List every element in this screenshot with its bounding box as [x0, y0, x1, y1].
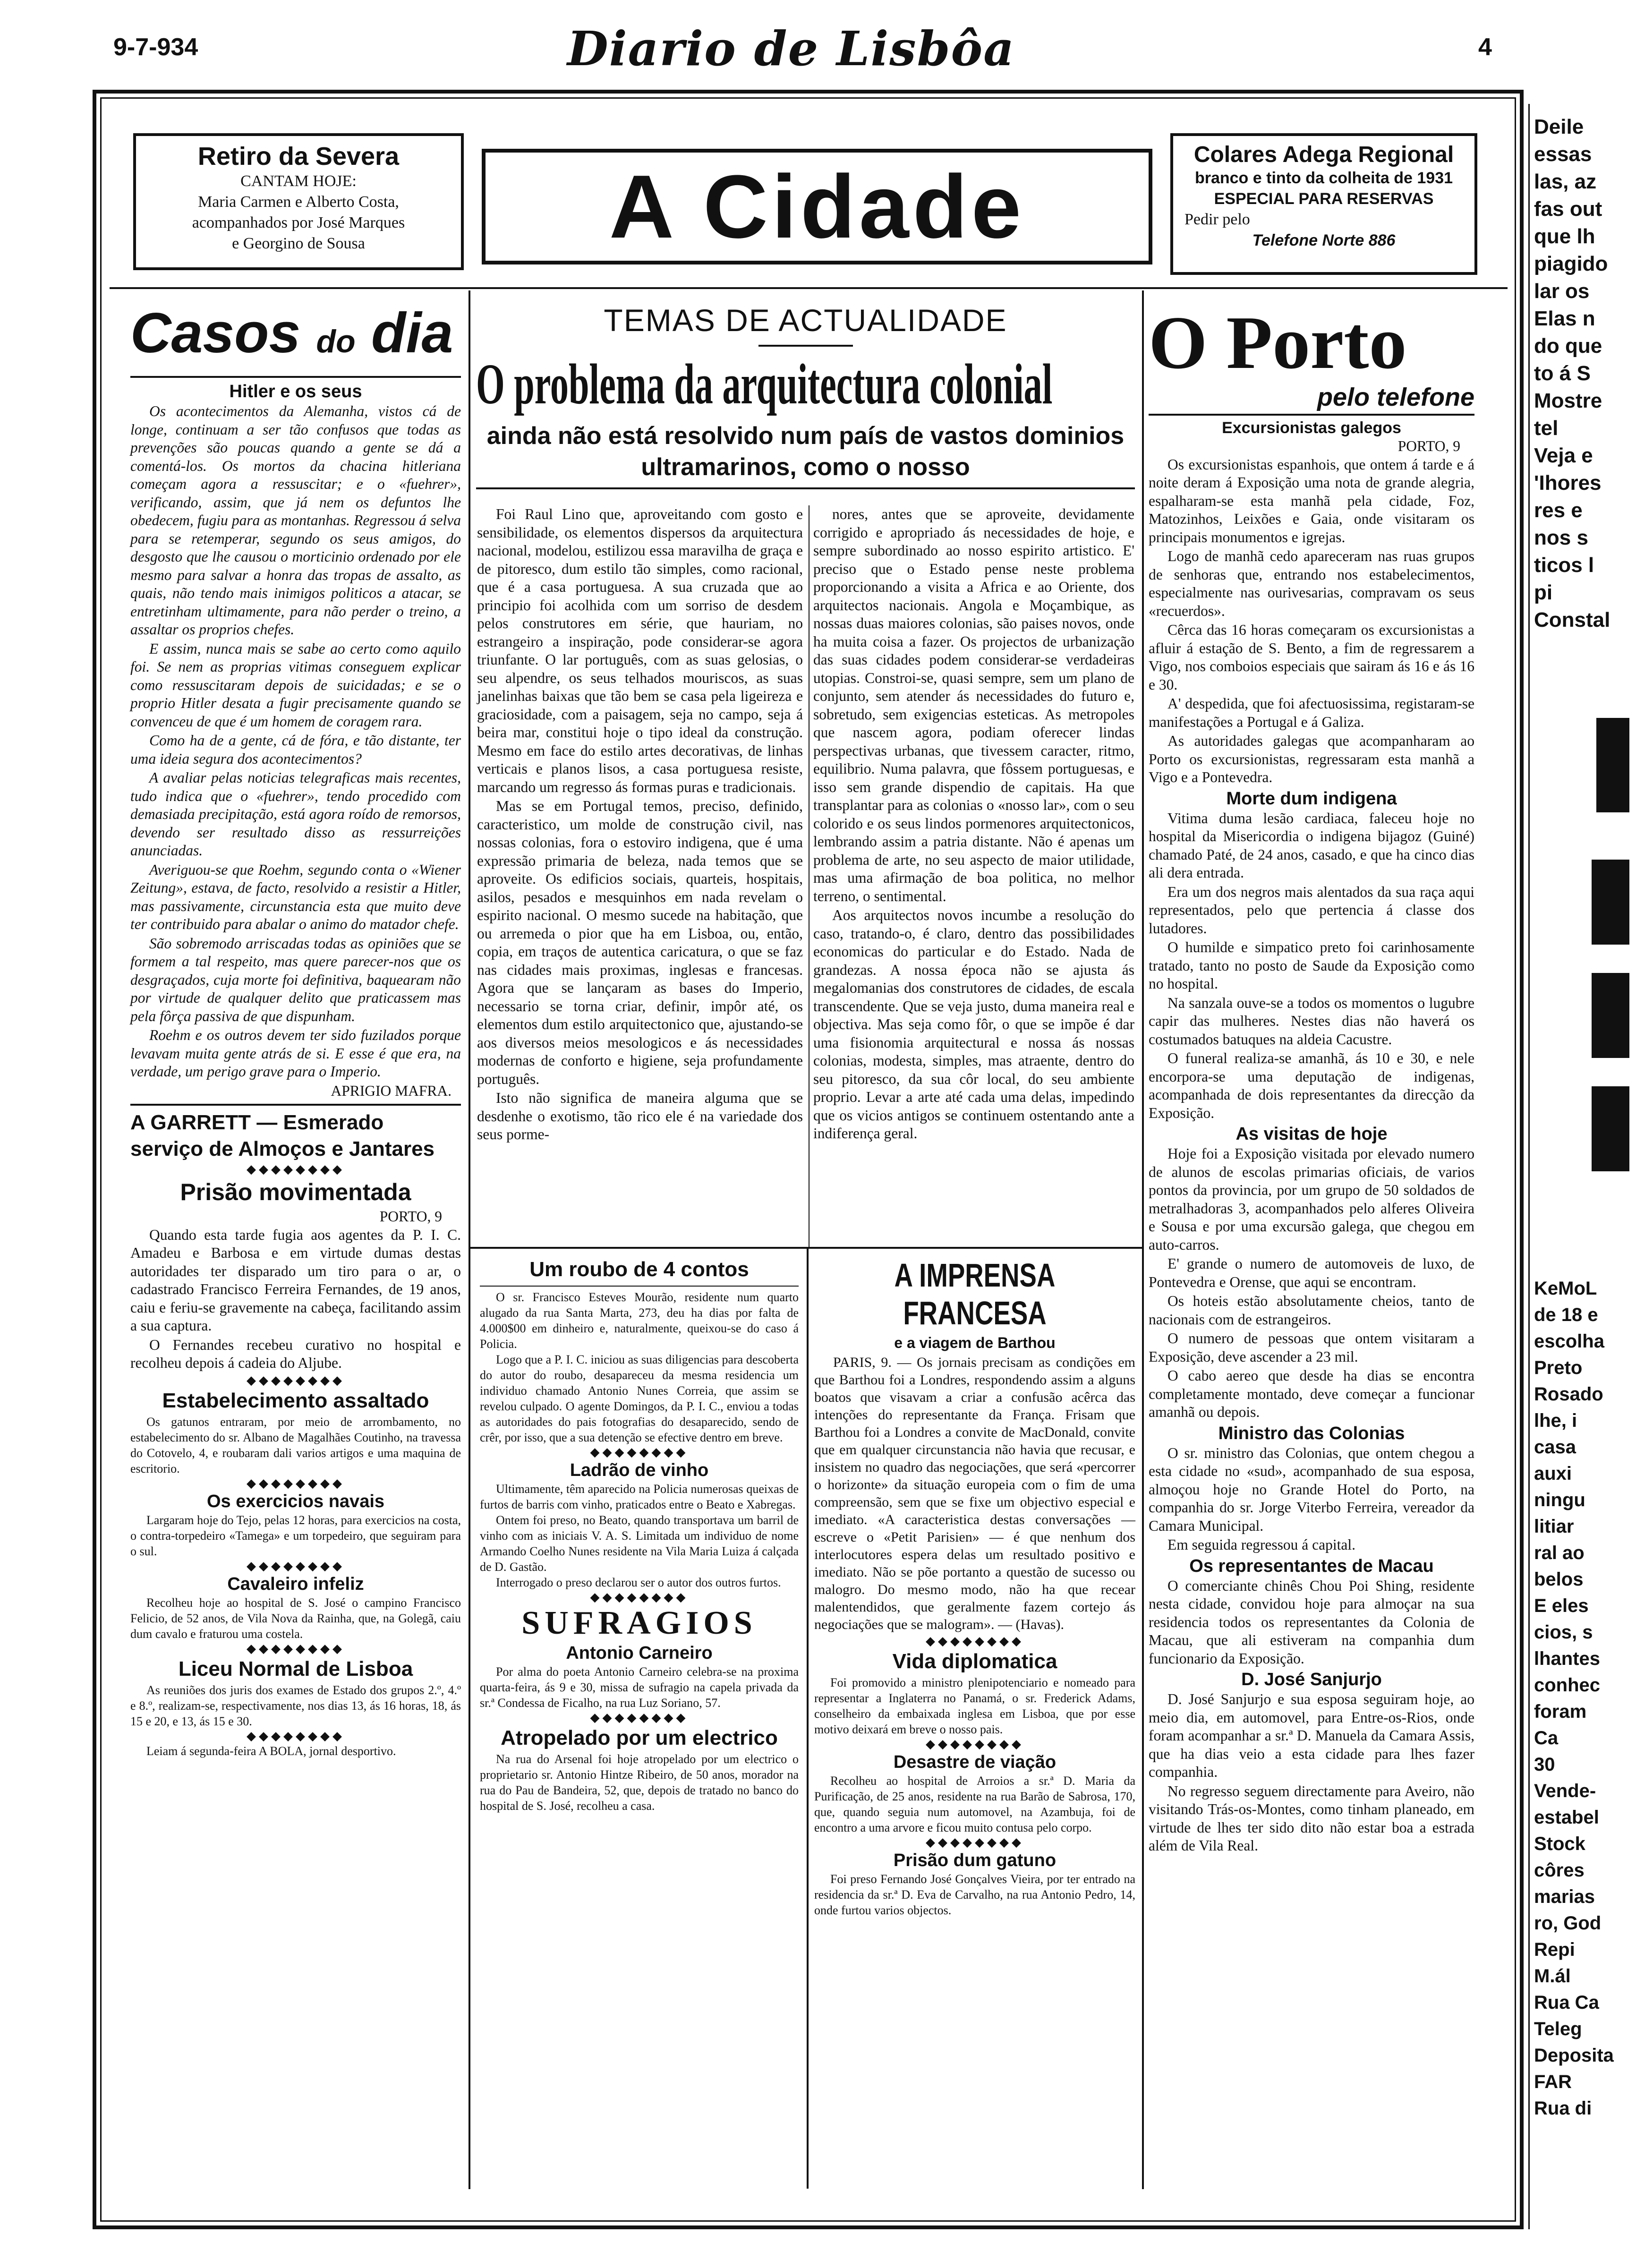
- issue-date: 9-7-934: [113, 34, 198, 61]
- page-number: 4: [1478, 34, 1492, 61]
- adjacent-graphic: [1592, 1086, 1629, 1171]
- temas-deck: ainda não está resolvido num país de vastos dominios ultramarinos, como o nosso: [486, 422, 1125, 481]
- temas-kicker: TEMAS DE ACTUALIDADE: [604, 303, 1007, 338]
- navais-body: Largaram hoje do Tejo, pelas 12 horas, para exercicios na costa, o contra-torpedeiro «Tamega» e um torpedeiro, que seguiram para o sul.: [130, 1513, 461, 1558]
- atropelado-body: Na rua do Arsenal foi hoje atropelado por um electrico o proprietario sr. Antonio Hintze Ribeiro, de 50 anos, morador na rua do Pau de Bandeira, 52, que, depois de tratado no banco do hospital de S. José, recolheu a casa.: [480, 1752, 799, 1813]
- vida-title: Vida diplomatica: [892, 1650, 1057, 1673]
- casos-signature: APRIGIO MAFRA.: [331, 1082, 452, 1099]
- colares-phone: Telefone Norte 886: [1252, 231, 1396, 249]
- garrett-ad: A GARRETT — Esmerado serviço de Almoços e Jantares: [130, 1111, 435, 1160]
- imprensa-sub: e a viagem de Barthou: [894, 1334, 1056, 1351]
- sufragios-sub: Antonio Carneiro: [566, 1643, 713, 1663]
- column-divider: [1142, 290, 1144, 2189]
- visitas-body: Hoje foi a Exposição visitada por elevado numero de alunos de escolas primarias oficiais, de varios pontos da provincia, por um grupo de 50 soldados de metralhadoras 3, acompanhados pelo alferes Oliveira e Sousa e por uma excursão galega, que chegou em auto-carros. E' grande o numero de automoveis de luxo, de Pontevedra e Orense, que aqui se encontram. Os hoteis estão absolutamente cheios, tanto de nacionais com de estrangeiros. O numero de pessoas que ontem visitaram a Exposição, deve ascender a 23 mil. O cabo aereo que desde ha dias se encontra completamente montado, deve começar a funcionar amanhã ou depois.: [1149, 1145, 1474, 1420]
- adjacent-page-bottom: KeMoL de 18 e escolha Preto Rosado lhe, i casa auxi ningu litiar ral ao belos E eles cios, s lhantes conhec foram Ca 30 Vende- estabel Stock côres marias ro, God Repi M.ál Rua Ca Teleg Deposita FAR Rua di: [1534, 1278, 1614, 2119]
- imprensa-body: PARIS, 9. — Os jornais precisam as condições em que Barthou foi a Londres, respondendo assim a alguns boatos que visavam a criar a confusão acêrca das intenções do representante da França. Frisam que Barthou foi a Londres a convite de MacDonald, convite que em qualquer circunstancia não havia que recusar, e insistem no quadro das negociações, que será «percorrer o horizonte» da situação europeia com o fim de uma compreensão, sem que se fixe um objectivo especial e imediato. «A caracteristica destas conversações — escreve o «Petit Parisien» — é que nenhum dos interlocutores espera delas um resultado positivo e imediato. Não se põe portanto a questão de sucesso ou malogro. Do mesmo modo, não ha que recear malentendidos, que geralmente fazem cortejo ás negociações que se malogram». — (Havas).: [814, 1355, 1135, 1632]
- section-title: A Cidade: [482, 149, 1152, 264]
- retiro-line: Maria Carmen e Alberto Costa,: [198, 193, 399, 211]
- desastre-title: Desastre de viação: [893, 1752, 1057, 1772]
- sanjurjo-body: D. José Sanjurjo e sua esposa seguiram hoje, ao meio dia, em automovel, para Entre-os-Rios, onde foram acompanhar a sr.ª D. Manuela da Camara Assis, que ha dias veio a esta cidade para lhes fazer companhia. No regresso seguem directamente para Aveiro, não visitando Trás-os-Montes, como tinham planeado, em virtude de lhes ter sido dito não estar boa a estrada além de Vila Real.: [1149, 1691, 1474, 1854]
- temas-col-2: nores, antes que se aproveite, devidamente corrigido e apropriado ás necessidades de hoje, e sempre subordinado ao nosso espirito artistico. E' preciso que o Estado pense neste problema proporcionando a visita a Africa e ao Oriente, dos arquitectos nacionais. Angola e Moçambique, as nossas duas maiores colonias, são paises novos, onde ha muita coisa a fazer. Os projectos de urbanização das suas cidades podem considerar-se verdadeiras utopias. Constroi-se, quasi sempre, sem um plano de conjunto, sem atender ás necessidades do futuro e, sobretudo, sem exigencias esteticas. As metropoles que nascem agora, podiam oferecer lindas perspectivas urbanas, que tivessem caracter, ritmo, equilibrio. Numa palavra, que fôssem portuguesas, e isso sem grande dispendio de capitais. Ha que transplantar para as colonias o «nosso lar», com o seu colorido e os seus lindos pormenores arquitectonicos, lembrando assim a patria distante. Não é apenas um problema de arte, no seu aspecto de maior utilidade, mas uma afirmação de boa politica, no melhor terreno, o sentimental. Aos arquitectos novos incumbe a resolução do caso, tratando-o, é claro, dentro das possibilidades economicas do particular e do Estado. Nada de grandezas. A nossa época não se ajusta ás megalomanias dos construtores de cidades, de escala transcendente. Que se veja justo, duma maneira real e objectiva. Mas seja como fôr, o que se impõe é dar uma fisionomia arquitectural e nossa ás nossas colonias, modesta, simples, mas atraente, dentro do seu pitoresco, da sua côr local, do seu ambiente proprio. Levar a arte até cada uma delas, impedindo que os vicios antigos se continuem ostentando ante a indiferença geral.: [813, 506, 1134, 1142]
- vida-body: Foi promovido a ministro plenipotenciario e nomeado para representar a Inglaterra no Panamá, o sr. Frederick Adams, conselheiro da embaixada inglesa em Lisboa, que por esse motivo deixará em breve o nosso pais.: [814, 1676, 1135, 1736]
- retiro-title: Retiro da Severa: [197, 142, 400, 171]
- retiro-line: e Georgino de Sousa: [232, 235, 365, 252]
- retiro-ad: [133, 133, 464, 270]
- sufragios-body: Por alma do poeta Antonio Carneiro celebra-se na proxima quarta-feira, ás 9 e 30, missa de sufragio na capela privada da sr.ª Condessa de Ficalho, na rua Luz Soriano, 57.: [480, 1665, 799, 1710]
- casos-body: Os acontecimentos da Alemanha, vistos cá de longe, continuam a ser tão confusos que todas as prevenções são poucas quando a gente se dá a comentá-los. Os mortos da chacina hitleriana começam agora a ressuscitar; e o «fuehrer», verificando, assim, que já nem os defuntos lhe obedecem, fugiu para as montanhas. Regressou á selva para se retemperar, segundo os seus amigos, do desgosto que lhe causou o morticinio ordenado por ele mesmo para salvar a honra das tropas de assalto, as quais, não tendo mais inimigos politicos a atacar, se entretinham ultimamente, para não perder o treino, a assaltar os proprios chefes. E assim, nunca mais se sabe ao certo como aquilo foi. Se nem as proprias vitimas conseguem explicar como ressuscitaram depois de suicidadas; e se o proprio Hitler desata a fugir precisamente quando se convenceu de que é um homem de coragem rara. Como ha de a gente, cá de fóra, e tão distante, ter uma ideia segura dos acontecimentos? A avaliar pelas noticias telegraficas mais recentes, tudo indica que o «fuehrer», tendo procedido com demasiada precipitação, está agora roído de remorsos, devendo ser resultado disso as ressurreições anunciadas. Averiguou-se que Roehm, segundo conta o «Wiener Zeitung», estava, de facto, resolvido a resistir a Hitler, mas passivamente, circunstancia esta que muito deve ter contribuido para abalar o animo do matador chefe. São sobremodo arriscadas todas as opiniões que se formem a tal respeito, mas quere parecer-nos que os desgraçados, cuja morte foi definitiva, baquearam não por virtude de qualquer delito que praticassem mas pela fôrça passiva de que dispunham. Roehm e os outros devem ter sido fuzilados porque levavam muita gente atrás de si. E esse é que era, na verdade, um perigo grave para o Imperio.: [130, 403, 461, 1080]
- navais-title: Os exercicios navais: [206, 1491, 385, 1511]
- exc-body: Os excursionistas espanhois, que ontem á tarde e á noite deram á Exposição uma nota de grande alegria, espalharam-se esta manhã pela cidade, Foz, Matozinhos, Leixões e Gaia, onde visitaram os principais monumentos e igrejas. Logo de manhã cedo apareceram nas ruas grupos de senhoras que, entrando nos estabelecimentos, especialmente nas ourivesarias, compravam os seus «recuerdos». Cêrca das 16 horas começaram os excursionistas a afluir á estação de S. Bento, a fim de regressarem a Vigo, nos comboios especiais que sairam ás 16 e ás 16 e 30. A' despedida, que foi afectuosissima, registaram-se manifestações a Portugal e á Galiza. As autoridades galegas que acompanharam ao Porto os excursionistas, regressaram esta manhã a Vigo e a Pontevedra.: [1149, 456, 1474, 785]
- estab-title: Estabelecimento assaltado: [162, 1389, 429, 1412]
- visitas-title: As visitas de hoje: [1236, 1124, 1388, 1144]
- adjacent-graphic: [1596, 718, 1629, 812]
- column-divider: [469, 290, 470, 2189]
- morte-body: Vitima duma lesão cardiaca, faleceu hoje no hospital da Misericordia o indigena bijagoz (Guiné) chamado Paté, de 24 anos, casado, e que ha cinco dias ali dera entrada. Era um dos negros mais alentados da sua raça aqui representados, pelo que pertencia á classe dos lutadores. O humilde e simpatico preto foi carinhosamente tratado, tanto no posto de Saude da Exposição como no hospital. Na sanzala ouve-se a todos os momentos o lugubre capir das mulheres. Nestes dias não haverá os costumados batuques na aldeia Cacustre. O funeral realiza-se amanhã, ás 10 e 30, e nele encorpora-se uma deputação de indigenas, acompanhada de dois representantes da direcção da Exposição.: [1149, 810, 1474, 1121]
- colares-ad: [1170, 133, 1477, 275]
- cavaleiro-title: Cavaleiro infeliz: [227, 1574, 364, 1594]
- ladrao-title: Ladrão de vinho: [570, 1460, 709, 1480]
- temas-col-1: Foi Raul Lino que, aproveitando com gosto e sensibilidade, os elementos dispersos da arquitectura nacional, modelou, estilizou essa maravilha de graça e de pitoresco, dum estilo tão simples, como racional, que é a casa portuguesa. A sua cruzada que ao principio foi acolhida com um sorriso de desdem pelos construtores em série, que hauriam, no estrangeiro a inspiração, pode considerar-se agora triunfante. O lar português, com as suas gelosias, o seu alpendre, os seus telhados mouriscos, as suas janelinhas baixas que tão bem se casa pela ligeireza e graciosidade, com a paisagem, seja no campo, seja á beira mar, constitui hoje o tipo ideal da construção. Mesmo em face do estilo artes decorativas, de linhas verticais e planos lisos, a casa portuguesa resiste, marcando um regresso ás formas puras e tradicionais. Mas se em Portugal temos, preciso, definido, caracteristico, um molde de construção civil, nas nossas colonias, fora o estoviro indigena, que é uma expressão primaria de beleza, nada temos que se aproveite. Os edificios sociais, quarteis, hospitais, asilos, pesados e mesquinhos em nada revelam o espirito nacional. O mesmo sucede na habitação, que ou arremeda o pior que ha em Lisboa, ou, então, copia, em traços de autentica caricatura, o que se faz nas cidades mais proximas, inglesas e francesas. Agora que se lançaram as bases do Imperio, necessario se torna criar, definir, impôr até, os elementos dum estilo arquitectonico que, ajustando-se aos diversos meios mesologicos e ás necessidades modernas de conforto e higiene, seja profundamente português. Isto não significa de maneira alguma que se desdenhe o exotismo, tão rico ele é na variedade dos seus porme-: [477, 506, 803, 1143]
- atropelado-title: Atropelado por um electrico: [501, 1726, 778, 1749]
- porto-dateline: PORTO, 9: [1397, 438, 1460, 454]
- macau-body: O comerciante chinês Chou Poi Shing, residente nesta cidade, convidou hoje para almoçar na sua residencia todos os representantes da Colonia de Macau, que ali estiveram na companhia dum funcionario da Exposição.: [1149, 1577, 1474, 1667]
- desastre-body: Recolheu ao hospital de Arroios a sr.ª D. Maria da Purificação, de 25 anos, residente na rua Barão de Sabrosa, 170, que, quando seguia num automovel, na Azambuja, foi de encontro a uma arvore e ficou muito contusa pelo corpo.: [814, 1774, 1135, 1834]
- prisao-body: Quando esta tarde fugia aos agentes da P. I. C. Amadeu e Barbosa e em virtude dumas destas autoridades ter disparado um tiro para o ar, o cadastrado Francisco Ferreira Fernandes, de 19 anos, caiu e feriu-se gravemente na cabeça, facilitando assim a sua captura. O Fernandes recebeu curativo no hospital e recolheu depois á cadeia do Aljube.: [130, 1226, 461, 1371]
- page-gutter: [1528, 104, 1530, 2229]
- center-lower-right: A IMPRENSA FRANCESA e a viagem de Barthou PARIS, 9. — Os jornais precisam as condições em que Barthou foi a Londres, respondendo assim a alguns boatos que visavam a criar a confusão acêrca das intenções do representante da França. Frisam que Barthou foi a Londres a convite de MacDonald, convite que em qualquer circunstancia não havia que recusar, e insistem no quadro das negociações, que será «percorrer o horizonte» da situação europeia com o fim de uma compreensão, sem que se fixe um objectivo especial e imediato. «A caracteristica destas conversações — escreve o «Petit Parisien» — é que nenhum dos interlocutores espera delas um resultado positivo e imediato. Não se põe portanto a questão de sucesso ou malogro. Do mesmo modo, não ha que recear malentendidos, que geralmente fazem cortejo ás negociações que se malogram». — (Havas). ◆◆◆◆◆◆◆◆ Vida diplomatica Foi promovido a ministro plenipotenciario e nomeado para representar a Inglaterra no Panamá, o sr. Frederick Adams, conselheiro da embaixada inglesa em Lisboa, que por esse motivo deixará em breve o nosso pais. ◆◆◆◆◆◆◆◆ Desastre de viação Recolheu ao hospital de Arroios a sr.ª D. Maria da Purificação, de 25 anos, residente na rua Barão de Sabrosa, 170, que, quando seguia num automovel, na Azambuja, foi de encontro a uma arvore e ficou muito contusa pelo corpo. ◆◆◆◆◆◆◆◆ Prisão dum gatuno Foi preso Fernando José Gonçalves Vieira, por ter entrado na residencia da sr.ª D. Eva de Carvalho, na rua Antonio Pedro, 14, onde furtou varios objectos.: [814, 1257, 1135, 1917]
- sufragios-title: SUFRAGIOS: [521, 1605, 757, 1641]
- imprensa-title: A IMPRENSA FRANCESA: [894, 1257, 1056, 1331]
- colares-line: ESPECIAL PARA RESERVAS: [1214, 190, 1434, 208]
- liceu-title: Liceu Normal de Lisboa: [178, 1657, 413, 1680]
- exc-title: Excursionistas galegos: [1222, 419, 1401, 437]
- adjacent-page-top: Deile essas las, az fas out que lh piagido lar os Elas n do que to á S Mostre tel Veja e 'Ihores res e nos s ticos l pi Constal: [1534, 115, 1610, 631]
- section-rule: [470, 1247, 1142, 1249]
- liceu-body: As reuniões dos juris dos exames de Estado dos grupos 2.º, 4.º e 8.º, realizam-se, respectivamente, nos dias 13, ás 16 horas, 18, ás 15 e 20, e 13, ás 15 e 30.: [130, 1683, 461, 1728]
- adjacent-graphic: [1592, 860, 1629, 945]
- bola-ad: Leiam á segunda-feira A BOLA, jornal desportivo.: [146, 1744, 396, 1758]
- colares-title: Colares Adega Regional: [1193, 142, 1454, 167]
- macau-title: Os representantes de Macau: [1189, 1556, 1434, 1576]
- estab-body: Os gatunos entraram, por meio de arrombamento, no estabelecimento do sr. Albano de Magalhães Coutinho, na travessa do Cotovelo, 4, e roubaram dali varios artigos e uma maquina de escritorio.: [130, 1415, 461, 1475]
- header-rule: [110, 287, 1508, 289]
- prisao-title: Prisão movimentada: [180, 1179, 411, 1205]
- colares-line: Pedir pelo: [1184, 211, 1250, 228]
- ministro-body: O sr. ministro das Colonias, que ontem chegou a esta cidade no «sud», acompanhado de sua esposa, almoçou hoje no Grande Hotel do Porto, na companhia do sr. Jorge Viterbo Ferreira, vereador da Camara Municipal. Em seguida regressou á capital.: [1149, 1444, 1474, 1553]
- cavaleiro-body: Recolheu hoje ao hospital de S. José o campino Francisco Felicio, de 52 anos, de Vila Nova da Rainha, que, na Golegã, caiu dum cavalo e fraturou uma costela.: [130, 1595, 461, 1641]
- left-column: Casos do dia Hitler e os seus Os acontecimentos da Alemanha, vistos cá de longe, continuam a ser tão confusos que todas as prevenções são poucas quando a gente se dá a comentá-los. Os mortos da chacina hitleriana começam agora a ressuscitar; e o «fuehrer», verificando, assim, que já nem os defuntos lhe obedecem, fugiu para as montanhas. Regressou á selva para se retemperar, segundo os seus amigos, do desgosto que lhe causou o morticinio ordenado por ele mesmo para salvar a honra das tropas de assalto, as quais, não tendo mais inimigos politicos a atacar, se entretinham ultimamente, para não perder o treino, a assaltar os proprios chefes. E assim, nunca mais se sabe ao certo como aquilo foi. Se nem as proprias vitimas conseguem explicar como ressuscitaram depois de suicidadas; e se o proprio Hitler desata a fugir precisamente quando se convenceu de que é um homem de coragem rara. Como ha de a gente, cá de fóra, e tão distante, ter uma ideia segura dos acontecimentos? A avaliar pelas noticias telegraficas mais recentes, tudo indica que o «fuehrer», tendo procedido com demasiada precipitação, está agora roído de remorsos, devendo ser resultado disso as ressurreições anunciadas. Averiguou-se que Roehm, segundo conta o «Wiener Zeitung», estava, de facto, resolvido a resistir a Hitler, mas passivamente, circunstancia esta que muito deve ter contribuido para abalar o animo do matador chefe. São sobremodo arriscadas todas as opiniões que se formem a tal respeito, mas quere parecer-nos que os desgraçados, cuja morte foi definitiva, baquearam não por virtude de qualquer delito que praticassem mas pela fôrça passiva de que dispunham. Roehm e os outros devem ter sido fuzilados porque levavam muita gente atrás de si. E esse é que era, na verdade, um perigo grave para o Imperio. APRIGIO MAFRA. A GARRETT — Esmerado serviço de Almoços e Jantares ◆◆◆◆◆◆◆◆ Prisão movimentada PORTO, 9 Quando esta tarde fugia aos agentes da P. I. C. Amadeu e Barbosa e em virtude dumas destas autoridades ter disparado um tiro para o ar, o cadastrado Francisco Ferreira Fernandes, de 19 anos, caiu e feriu-se gravemente na cabeça, facilitando assim a sua captura. O Fernandes recebeu curativo no hospital e recolheu depois á cadeia do Aljube. ◆◆◆◆◆◆◆◆ Estabelecimento assaltado Os gatunos entraram, por meio de arrombamento, no estabelecimento do sr. Albano de Magalhães Coutinho, na travessa do Cotovelo, 4, e roubaram dali varios artigos e uma maquina de escritorio. ◆◆◆◆◆◆◆◆ Os exercicios navais Largaram hoje do Tejo, pelas 12 horas, para exercicios na costa, o contra-torpedeiro «Tamega» e um torpedeiro, que seguiram para o sul. ◆◆◆◆◆◆◆◆ Cavaleiro infeliz Recolheu hoje ao hospital de S. José o campino Francisco Felicio, de 52 anos, de Vila Nova da Rainha, que, na Golegã, caiu dum cavalo e fraturou uma costela. ◆◆◆◆◆◆◆◆ Liceu Normal de Lisboa As reuniões dos juris dos exames de Estado dos grupos 2.º, 4.º e 8.º, realizam-se, respectivamente, nos dias 13, ás 16 horas, 18, ás 15 e 20, e 13, ás 15 e 30. ◆◆◆◆◆◆◆◆ Leiam á segunda-feira A BOLA, jornal desportivo.: [130, 301, 461, 1758]
- ladrao-body: Ultimamente, têm aparecido na Policia numerosas queixas de furtos de barris com vinho, praticados entre o Beato e Xabregas. Ontem foi preso, no Beato, quando transportava um barril de vinho com as iniciais V. A. S. Limitada um individuo de nome Armando Coelho Nunes residente na Vila Maria Luiza á calçada de D. Gastão. Interrogado o preso declarou ser o autor dos outros furtos.: [480, 1482, 799, 1589]
- retiro-line: CANTAM HOJE:: [240, 172, 357, 190]
- roubo-body: O sr. Francisco Esteves Mourão, residente num quarto alugado da rua Santa Marta, 273, deu ha dias por falta de 4.000$00 em dinheiro e, naturalmente, queixou-se do caso á Policia. Logo que a P. I. C. iniciou as suas diligencias para descoberta do autor do roubo, desapareceu da mesma residencia um individuo chamado Antonio Nunes Correia, que assim se revelou culpado. O agente Domingos, da P. I. C., enviou a todas as autoridades do pais fotografias do desaparecido, sendo de crêr, por isso, que a sua detenção se efective dentro em breve.: [480, 1290, 799, 1444]
- morte-title: Morte dum indigena: [1226, 788, 1397, 809]
- gatuno-title: Prisão dum gatuno: [893, 1850, 1057, 1870]
- gatuno-body: Foi preso Fernando José Gonçalves Vieira, por ter entrado na residencia da sr.ª D. Eva de Carvalho, na rua Antonio Pedro, 14, onde furtou varios objectos.: [814, 1872, 1135, 1917]
- column-divider: [807, 1249, 809, 2189]
- adjacent-graphic: [1592, 973, 1629, 1058]
- porto-subtitle: pelo telefone: [1317, 383, 1474, 411]
- ministro-title: Ministro das Colonias: [1218, 1423, 1405, 1443]
- porto-title: O Porto: [1149, 300, 1407, 384]
- colares-line: branco e tinto da colheita de 1931: [1194, 169, 1453, 187]
- newspaper-title: Diario de Lisbôa: [567, 21, 1015, 77]
- temas-article: [476, 302, 1135, 493]
- divider-dots: ◆◆◆◆◆◆◆◆: [247, 1162, 345, 1176]
- sanjurjo-title: D. José Sanjurjo: [1241, 1670, 1382, 1689]
- casos-title: Casos do dia: [130, 301, 453, 365]
- casos-subhead: Hitler e os seus: [229, 382, 362, 401]
- center-lower-left: Um roubo de 4 contos O sr. Francisco Esteves Mourão, residente num quarto alugado da rua Santa Marta, 273, deu ha dias por falta de 4.000$00 em dinheiro e, naturalmente, queixou-se do caso á Policia. Logo que a P. I. C. iniciou as suas diligencias para descoberta do autor do roubo, desapareceu da mesma residencia um individuo chamado Antonio Nunes Correia, que assim se revelou culpado. O agente Domingos, da P. I. C., enviou a todas as autoridades do pais fotografias do desaparecido, sendo de crêr, por isso, que a sua detenção se efective dentro em breve. ◆◆◆◆◆◆◆◆ Ladrão de vinho Ultimamente, têm aparecido na Policia numerosas queixas de furtos de barris com vinho, praticados entre o Beato e Xabregas. Ontem foi preso, no Beato, quando transportava um barril de vinho com as iniciais V. A. S. Limitada um individuo de nome Armando Coelho Nunes residente na Vila Maria Luiza á calçada de D. Gastão. Interrogado o preso declarou ser o autor dos outros furtos. ◆◆◆◆◆◆◆◆ SUFRAGIOS Antonio Carneiro Por alma do poeta Antonio Carneiro celebra-se na proxima quarta-feira, ás 9 e 30, missa de sufragio na capela privada da sr.ª Condessa de Ficalho, na rua Luz Soriano, 57. ◆◆◆◆◆◆◆◆ Atropelado por um electrico Na rua do Arsenal foi hoje atropelado por um electrico o proprietario sr. Antonio Hintze Ribeiro, de 50 anos, morador na rua do Pau de Bandeira, 52, que, depois de tratado no banco do hospital de S. José, recolheu a casa.: [480, 1256, 799, 1814]
- porto-column: [1149, 302, 1474, 1856]
- retiro-line: acompanhados por José Marques: [192, 214, 405, 231]
- roubo-title: Um roubo de 4 contos: [529, 1258, 749, 1281]
- prisao-dateline: PORTO, 9: [379, 1208, 442, 1225]
- temas-headline: O problema da arquitectura colonial: [476, 352, 1053, 416]
